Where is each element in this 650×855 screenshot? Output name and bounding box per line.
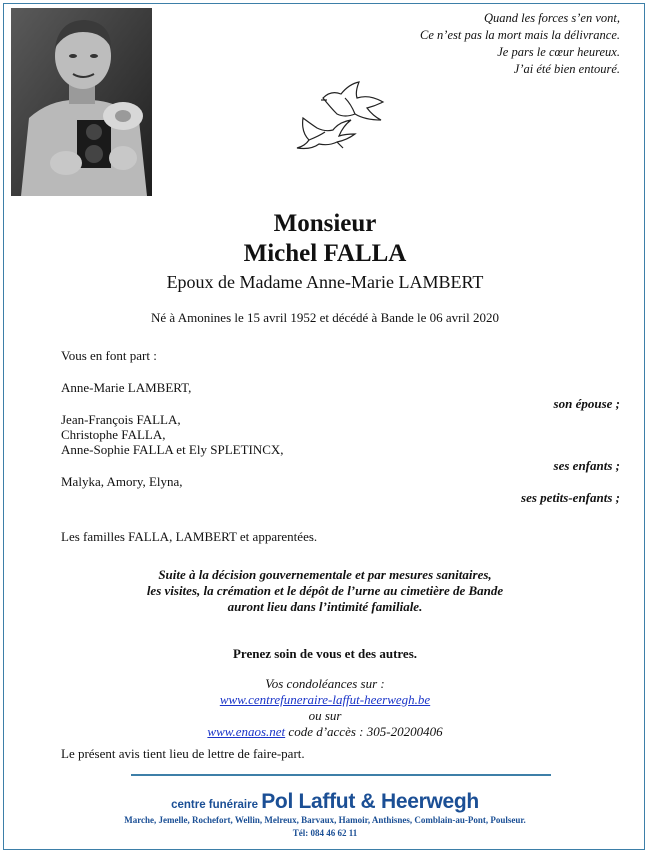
notice-line: auront lieu dans l’intimité familiale. — [227, 599, 423, 614]
condolences-or: ou sur — [308, 708, 342, 723]
grandchildren-relation: ses petits-enfants ; — [521, 490, 620, 505]
child-name: Jean-François FALLA, — [61, 412, 181, 427]
notice-line: Suite à la décision gouvernementale et par mesures sanitaires, — [158, 567, 492, 582]
footer-phone: Tél: 084 46 62 11 — [292, 828, 358, 838]
footer-divider — [131, 774, 551, 776]
poem-line: Je pars le cœur heureux. — [497, 45, 620, 59]
closing-text: Le présent avis tient lieu de lettre de faire-part. — [61, 746, 305, 761]
condolences-intro: Vos condoléances sur : — [265, 676, 385, 691]
poem-line: J’ai été bien entouré. — [513, 62, 620, 76]
families-line: Les familles FALLA, LAMBERT et apparentées. — [61, 529, 318, 544]
portrait-photo — [11, 8, 152, 196]
child-name: Christophe FALLA, — [61, 427, 166, 442]
birth-death-line: Né à Amonines le 15 avril 1952 et décédé à Bande le 06 avril 2020 — [150, 310, 499, 325]
child-name: Anne-Sophie FALLA et Ely SPLETINCX, — [61, 442, 284, 457]
brand-small-text: centre funéraire — [171, 799, 262, 811]
condolences-link-1[interactable]: www.centrefuneraire-laffut-heerwegh.be — [219, 692, 431, 707]
children-relation: ses enfants ; — [553, 458, 620, 473]
poem-line: Quand les forces s’en vont, — [484, 11, 620, 25]
access-code: code d’accès : 305-20200406 — [285, 724, 443, 739]
poem-line: Ce n’est pas la mort mais la délivrance. — [420, 28, 620, 42]
spouse-name: Anne-Marie LAMBERT, — [61, 380, 192, 395]
condolences-link-2[interactable]: www.enaos.net — [207, 724, 286, 739]
deceased-name: Michel FALLA — [243, 240, 407, 267]
care-message: Prenez soin de vous et des autres. — [232, 646, 418, 661]
notice-line: les visites, la crémation et le dépôt de l’urne au cimetière de Bande — [146, 583, 504, 598]
spouse-line: Epoux de Madame Anne-Marie LAMBERT — [166, 272, 484, 292]
funeral-home-logo — [0, 790, 650, 814]
poem — [420, 10, 620, 78]
grandchildren-names: Malyka, Amory, Elyna, — [61, 474, 183, 489]
sanitary-notice — [0, 567, 650, 615]
salutation: Monsieur — [273, 210, 377, 237]
footer-locations: Marche, Jemelle, Rochefort, Wellin, Melreux, Barvaux, Hamoir, Anthisnes, Comblain-au-Pont, Poulseur. — [124, 815, 526, 825]
doves-illustration — [285, 80, 395, 175]
intro-text: Vous en font part : — [61, 348, 157, 363]
brand-name: Pol Laffut & Heerwegh — [261, 790, 479, 813]
spouse-relation: son épouse ; — [553, 396, 620, 411]
